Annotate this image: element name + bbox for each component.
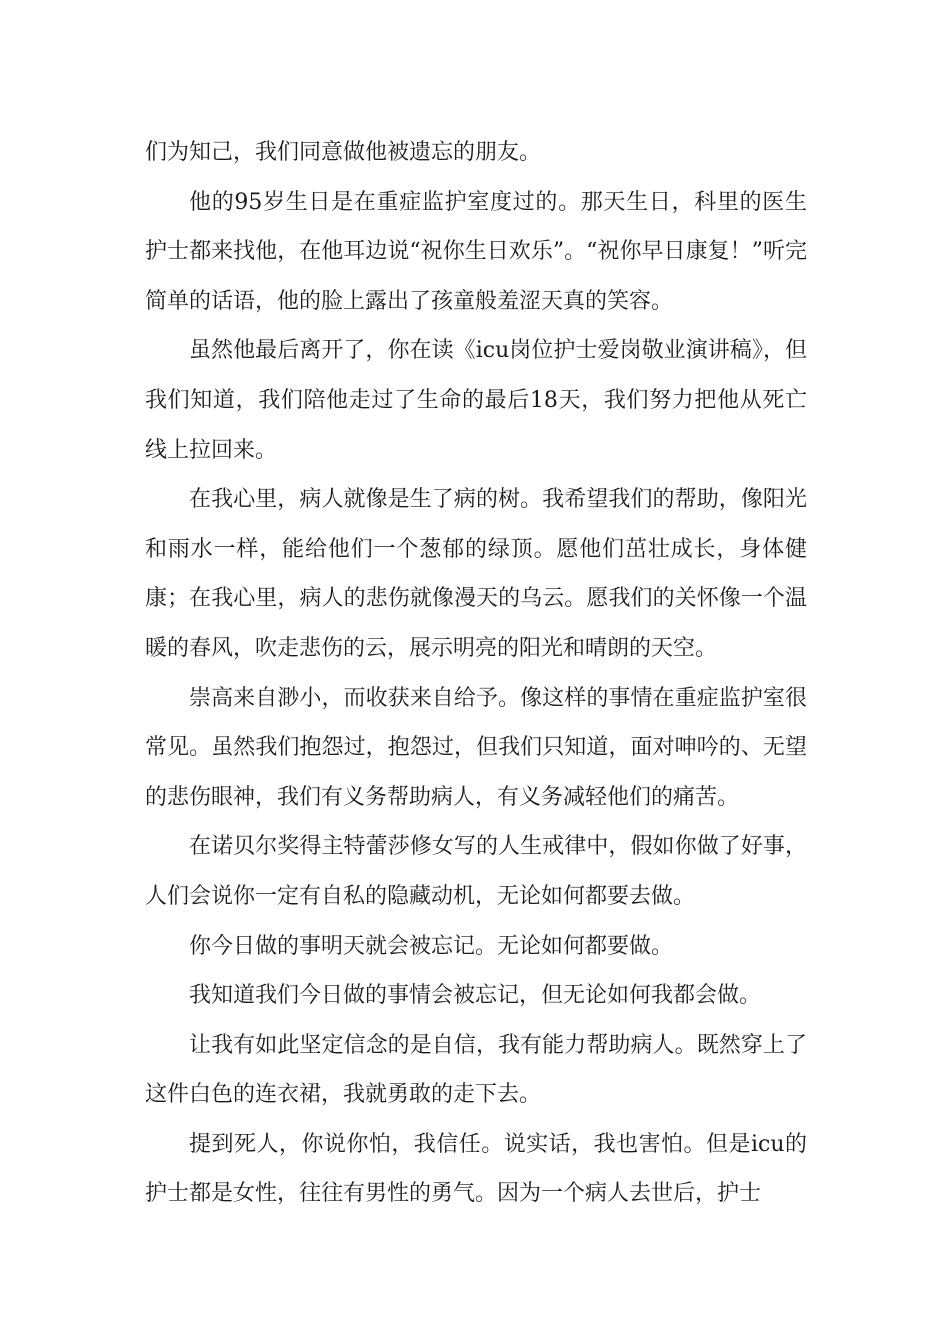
paragraph-continued: 们为知己，我们同意做他被遗忘的朋友。 <box>145 140 542 165</box>
paragraph-forgotten-tomorrow: 你今日做的事明天就会被忘记。无论如何都要做。 <box>189 933 674 959</box>
paragraph-tree-metaphor: 在我心里，病人就像是生了病的树。我希望我们的帮助，像阳光和雨水一样，能给他们一个葱郁的绿顶。愿他们茁壮成长，身体健康；在我心里，病人的悲伤就像漫天的乌云。愿我们的关怀像一个温暖的春风，吹走悲伤的云，展示明亮的阳光和晴朗的天空。 <box>145 487 807 661</box>
document-body <box>145 128 807 1219</box>
paragraph-noble-from-small: 崇高来自渺小，而收获来自给予。像这样的事情在重症监护室很常见。虽然我们抱怨过，抱怨过，但我们只知道，面对呻吟的、无望的悲伤眼神，我们有义务帮助病人，有义务减轻他们的痛苦。 <box>145 685 807 810</box>
paragraph-last-days: 虽然他最后离开了，你在读《icu岗位护士爱岗敬业演讲稿》，但我们知道，我们陪他走过了生命的最后18天，我们努力把他从死亡线上拉回来。 <box>145 338 807 463</box>
paragraph-fear-of-death: 提到死人，你说你怕，我信任。说实话，我也害怕。但是icu的护士都是女性，往往有男性的勇气。因为一个病人去世后，护士 <box>145 1131 807 1207</box>
paragraph-birthday: 他的95岁生日是在重症监护室度过的。那天生日，科里的医生护士都来找他，在他耳边说“祝你生日欢乐”。“祝你早日康复！”听完简单的话语，他的脸上露出了孩童般羞涩天真的笑容。 <box>145 189 807 314</box>
paragraph-mother-teresa: 在诺贝尔奖得主特蕾莎修女写的人生戒律中，假如你做了好事，人们会说你一定有自私的隐藏动机，无论如何都要去做。 <box>145 834 807 909</box>
paragraph-confidence: 让我有如此坚定信念的是自信，我有能力帮助病人。既然穿上了这件白色的连衣裙，我就勇敢的走下去。 <box>145 1032 807 1108</box>
paragraph-will-do-anyway: 我知道我们今日做的事情会被忘记，但无论如何我都会做。 <box>189 983 762 1009</box>
